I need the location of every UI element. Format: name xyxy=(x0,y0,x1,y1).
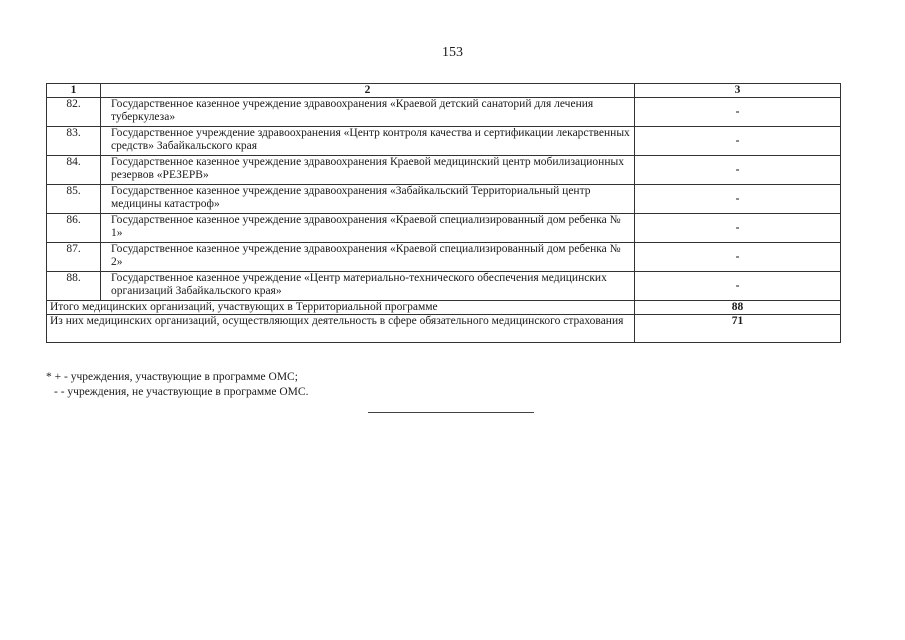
table-row xyxy=(47,272,841,301)
organization-name: Государственное казенное учреждение здравоохранения «Краевой специализированный дом ребенка № 1» xyxy=(101,214,635,243)
row-number: 84. xyxy=(47,156,101,185)
total-label: Итого медицинских организаций, участвующих в Территориальной программе xyxy=(47,301,635,315)
row-number: 86. xyxy=(47,214,101,243)
oms-mark: - xyxy=(635,127,841,156)
row-number: 83. xyxy=(47,127,101,156)
oms-total-value: 71 xyxy=(635,315,841,343)
row-number: 88. xyxy=(47,272,101,301)
organizations-table xyxy=(46,83,841,343)
table-row xyxy=(47,127,841,156)
total-value: 88 xyxy=(635,301,841,315)
table-row xyxy=(47,156,841,185)
organization-name: Государственное казенное учреждение здравоохранения «Краевой детский санаторий для лечения туберкулеза» xyxy=(101,98,635,127)
table-row xyxy=(47,98,841,127)
oms-mark: - xyxy=(635,185,841,214)
footnote-participating: * + - учреждения, участвующие в программе ОМС; xyxy=(46,371,298,383)
row-number: 82. xyxy=(47,98,101,127)
table-header-row xyxy=(47,84,841,98)
table-row xyxy=(47,243,841,272)
table-row xyxy=(47,185,841,214)
footnote-not-participating: - - учреждения, не участвующие в программе ОМС. xyxy=(54,386,309,398)
end-divider xyxy=(368,412,534,413)
organization-name: Государственное учреждение здравоохранения «Центр контроля качества и сертификации лекарственных средств» Забайкальского края xyxy=(101,127,635,156)
header-cell-3: 3 xyxy=(635,84,841,98)
organization-name: Государственное казенное учреждение здравоохранения Краевой медицинский центр мобилизационных резервов «РЕЗЕРВ» xyxy=(101,156,635,185)
header-cell-2: 2 xyxy=(101,84,635,98)
page-number: 153 xyxy=(442,45,463,60)
organization-name: Государственное казенное учреждение здравоохранения «Краевой специализированный дом ребенка № 2» xyxy=(101,243,635,272)
organization-name: Государственное казенное учреждение здравоохранения «Забайкальский Территориальный центр медицины катастроф» xyxy=(101,185,635,214)
oms-total-label: Из них медицинских организаций, осуществляющих деятельность в сфере обязательного медицинского страхования xyxy=(47,315,635,343)
oms-mark: - xyxy=(635,98,841,127)
total-row xyxy=(47,301,841,315)
row-number: 85. xyxy=(47,185,101,214)
oms-total-row xyxy=(47,315,841,343)
oms-mark: - xyxy=(635,156,841,185)
organization-name: Государственное казенное учреждение «Центр материально-технического обеспечения медицинских организаций Забайкальского края» xyxy=(101,272,635,301)
table-row xyxy=(47,214,841,243)
oms-mark: - xyxy=(635,272,841,301)
oms-mark: - xyxy=(635,243,841,272)
oms-mark: - xyxy=(635,214,841,243)
row-number: 87. xyxy=(47,243,101,272)
header-cell-1: 1 xyxy=(47,84,101,98)
